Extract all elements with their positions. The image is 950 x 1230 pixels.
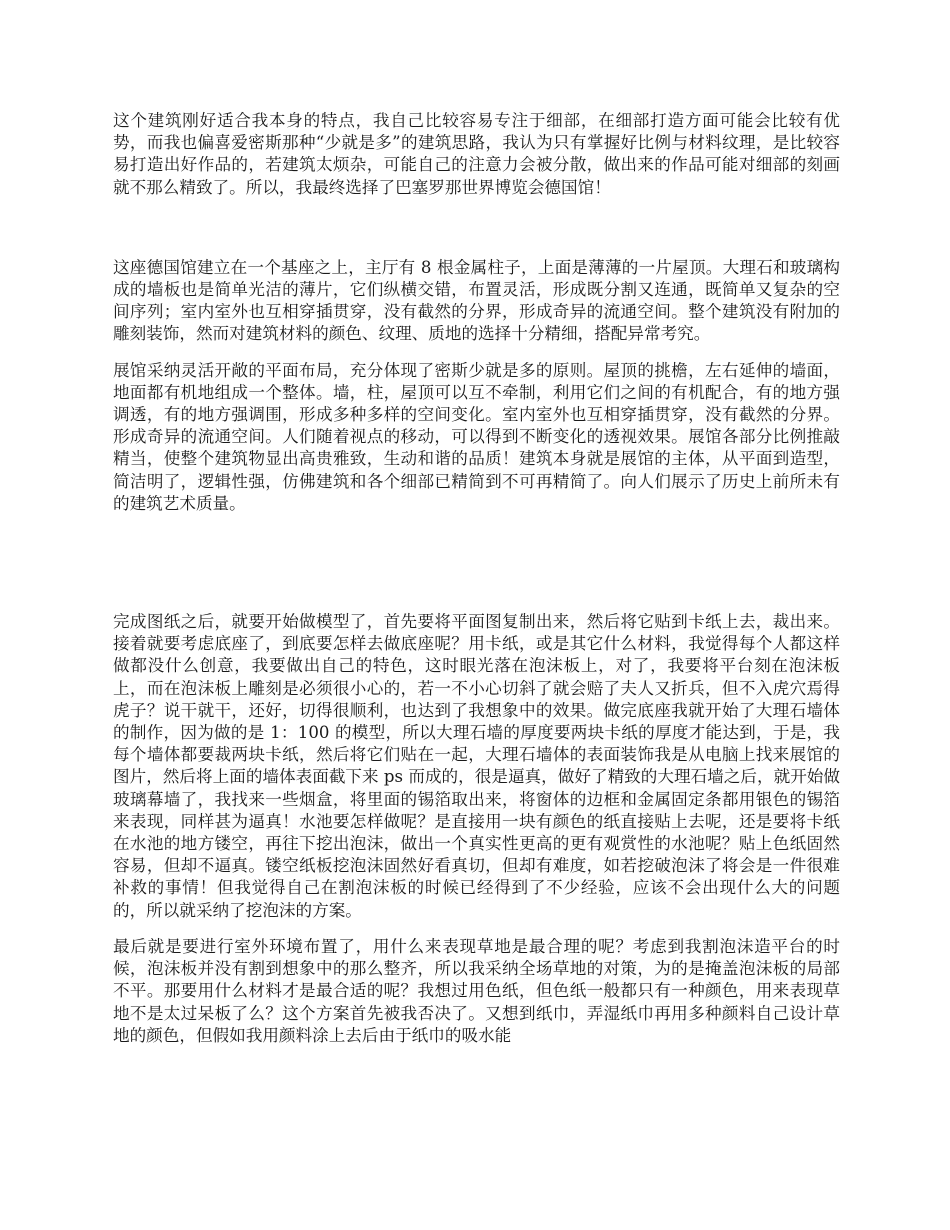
paragraph-1: 这个建筑刚好适合我本身的特点，我自己比较容易专注于细部，在细部打造方面可能会比较有优势，而我也偏喜爱密斯那种“少就是多”的建筑思路，我认为只有掌握好比例与材料纹理，是比较容易打造出好作品的，若建筑太烦杂，可能自己的注意力会被分散，做出来的作品可能对细部的刻画就不那么精致了。所以，我最终选择了巴塞罗那世界博览会德国馆！ <box>113 111 840 197</box>
paragraph-2: 这座德国馆建立在一个基座之上，主厅有 8 根金属柱子，上面是薄薄的一片屋顶。大理石和玻璃构成的墙板也是简单光洁的薄片，它们纵横交错，布置灵活，形成既分割又连通，既简单又复杂的空间序列；室内室外也互相穿插贯穿，没有截然的分界，形成奇异的流通空间。整个建筑没有附加的雕刻装饰，然而对建筑材料的颜色、纹理、质地的选择十分精细，搭配异常考究。 <box>113 257 840 344</box>
paragraph-4: 完成图纸之后，就要开始做模型了，首先要将平面图复制出来，然后将它贴到卡纸上去，裁出来。接着就要考虑底座了，到底要怎样去做底座呢？用卡纸，或是其它什么材料，我觉得每个人都这样做都没什么创意，我要做出自己的特色，这时眼光落在泡沫板上，对了，我要将平台刻在泡沫板上，而在泡沫板上雕刻是必须很小心的，若一不小心切斜了就会赔了夫人又折兵，但不入虎穴焉得虎子？说干就干，还好，切得很顺利，也达到了我想象中的效果。做完底座我就开始了大理石墙体的制作，因为做的是 1：100 的模型，所以大理石墙的厚度要两块卡纸的厚度才能达到，于是，我每个墙体都要裁两块卡纸，然后将它们贴在一起，大理石墙体的表面装饰我是从电脑上找来展馆的图片，然后将上面的墙体表面截下来 ps 而成的，很是逼真，做好了精致的大理石墙之后，就开始做玻璃幕墙了，我找来一些烟盒，将里面的锡箔取出来，将窗体的边框和金属固定条都用银色的锡箔来表现，同样甚为逼真！水池要怎样做呢？是直接用一块有颜色的纸直接贴上去呢，还是要将卡纸在水池的地方镂空，再往下挖出泡沫，做出一个真实性更高的更有观赏性的水池呢？贴上色纸固然容易，但却不逼真。镂空纸板挖泡沫固然好看真切，但却有难度，如若挖破泡沫了将会是一件很难补救的事情！但我觉得自己在割泡沫板的时候已经得到了不少经验，应该不会出现什么大的问题的，所以就采纳了挖泡沫的方案。 <box>113 612 840 920</box>
paragraph-3: 展馆采纳灵活开敞的平面布局，充分体现了密斯少就是多的原则。屋顶的挑檐，左右延伸的墙面，地面都有机地组成一个整体。墙，柱，屋顶可以互不牵制，利用它们之间的有机配合，有的地方强调透，有的地方强调围，形成多种多样的空间变化。室内室外也互相穿插贯穿，没有截然的分界。形成奇异的流通空间。人们随着视点的移动，可以得到不断变化的透视效果。展馆各部分比例推敲精当，使整个建筑物显出高贵雅致，生动和谐的品质！建筑本身就是展馆的主体，从平面到造型，简洁明了，逻辑性强，仿佛建筑和各个细部已精简到不可再精简了。向人们展示了历史上前所未有的建筑艺术质量。 <box>113 360 840 513</box>
document-body <box>113 110 840 1047</box>
paragraph-5: 最后就是要进行室外环境布置了，用什么来表现草地是最合理的呢？考虑到我割泡沫造平台的时候，泡沫板并没有割到想象中的那么整齐，所以我采纳全场草地的对策，为的是掩盖泡沫板的局部不平。那要用什么材料才是最合适的呢？我想过用色纸，但色纸一般都只有一种颜色，用来表现草地不是太过呆板了么？这个方案首先被我否决了。又想到纸巾，弄湿纸巾再用多种颜料自己设计草地的颜色，但假如我用颜料涂上去后由于纸巾的吸水能 <box>113 936 840 1045</box>
